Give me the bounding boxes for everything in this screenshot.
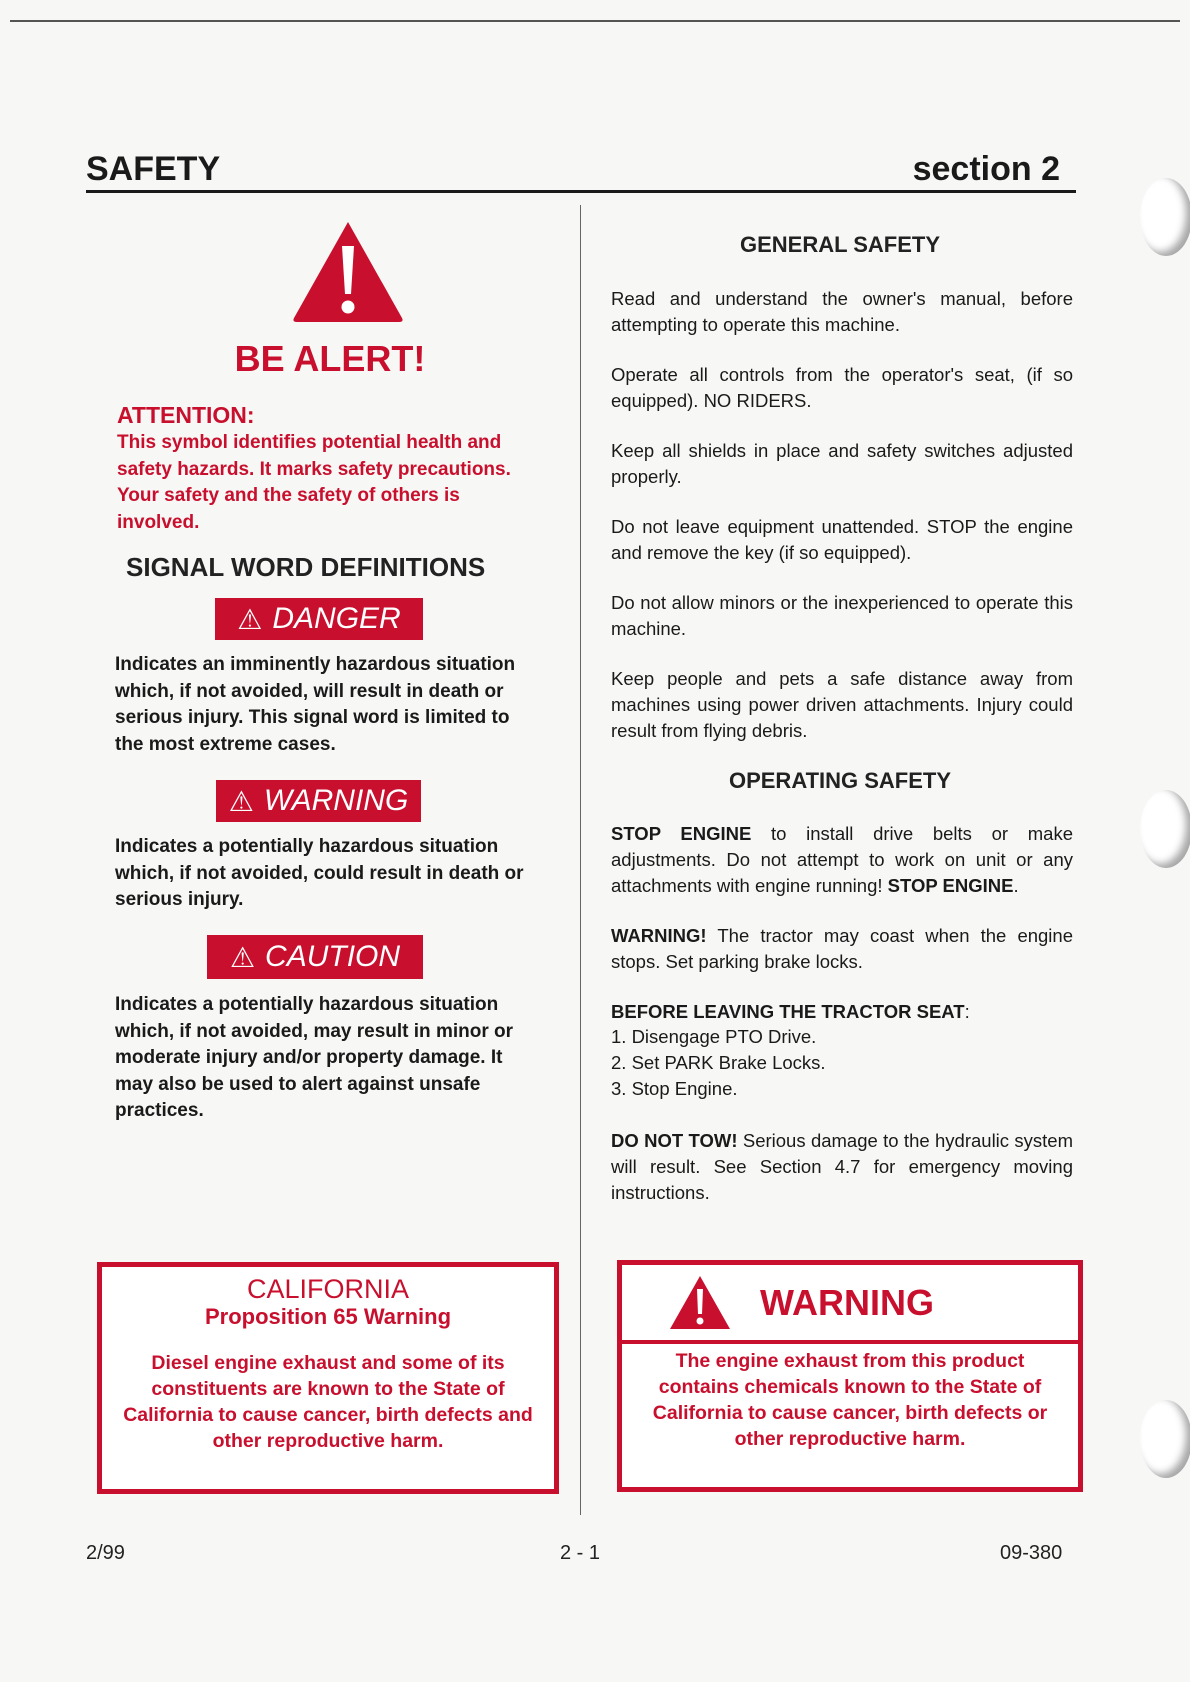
column-divider (580, 205, 581, 1515)
section-label: section 2 (912, 150, 1060, 188)
general-safety-item: Keep people and pets a safe distance away from machines using power driven attachments. Injury could result from flying debris. (611, 668, 1073, 741)
warning-definition: Indicates a potentially hazardous situation which, if not avoided, could result in death or serious injury. (115, 836, 524, 910)
warning-triangle-icon (668, 1274, 732, 1332)
signal-word-title: SIGNAL WORD DEFINITIONS (126, 552, 486, 582)
caution-definition: Indicates a potentially hazardous situation which, if not avoided, may result in minor or moderate injury and/or property damage. It may also be used to alert against unsafe practices. (115, 994, 513, 1121)
operating-safety-item: STOP ENGINE to install drive belts or make adjustments. Do not attempt to work on unit or any attachments with engine running! STOP ENGINE. (611, 823, 1073, 896)
operating-safety-item: WARNING! The tractor may coast when the engine stops. Set parking brake locks. (611, 925, 1073, 972)
general-safety-item: Keep all shields in place and safety switches adjusted properly. (611, 440, 1073, 487)
page-number: 2 - 1 (560, 1542, 601, 1564)
footer-date: 2/99 (86, 1542, 125, 1564)
be-alert-heading: BE ALERT! (234, 338, 426, 379)
caution-badge: ⚠ CAUTION (207, 935, 423, 979)
operating-safety-heading: OPERATING SAFETY (728, 768, 952, 793)
attention-label: ATTENTION: (117, 402, 255, 428)
list-item: 1. Disengage PTO Drive. (611, 1026, 817, 1047)
danger-definition: Indicates an imminently hazardous situation which, if not avoided, will result in death or serious injury. This signal word is limited to the most extreme cases. (115, 654, 516, 755)
warning-box-divider (622, 1340, 1078, 1344)
list-item: 3. Stop Engine. (611, 1078, 738, 1099)
before-leaving-heading: BEFORE LEAVING THE TRACTOR SEAT: (611, 1001, 970, 1022)
general-safety-item: Do not leave equipment unattended. STOP the engine and remove the key (if so equipped). (611, 516, 1073, 563)
general-safety-item: Read and understand the owner's manual, before attempting to operate this machine. (611, 288, 1073, 335)
warning-box-title: WARNING (760, 1282, 934, 1323)
binder-hole (1140, 790, 1190, 868)
warning-triangle-icon: ⚠ (229, 941, 256, 973)
list-item: 2. Set PARK Brake Locks. (611, 1052, 826, 1073)
header-rule (86, 190, 1076, 193)
exhaust-warning-text: The engine exhaust from this product contains chemicals known to the State of California to cause cancer, birth defects or other reproductive harm. (652, 1350, 1048, 1450)
document-number: 09-380 (1000, 1542, 1063, 1564)
general-safety-item: Do not allow minors or the inexperienced to operate this machine. (611, 592, 1073, 639)
warning-triangle-icon: ⚠ (228, 785, 254, 817)
do-not-tow-item: DO NOT TOW! Serious damage to the hydraulic system will result. See Section 4.7 for emergency moving instructions. (611, 1130, 1073, 1203)
binder-hole (1140, 1400, 1190, 1478)
attention-text: This symbol identifies potential health and safety hazards. It marks safety precautions. Your safety and the safety of others is involved. (117, 432, 511, 533)
top-edge-line (10, 20, 1180, 22)
binder-hole (1140, 178, 1190, 256)
danger-badge: ⚠ DANGER (215, 598, 423, 640)
general-safety-heading: GENERAL SAFETY (739, 232, 941, 257)
warning-badge: ⚠ WARNING (216, 780, 421, 822)
california-title: CALIFORNIA (246, 1274, 410, 1304)
california-text: Diesel engine exhaust and some of its constituents are known to the State of California to cause cancer, birth defects and other reproductive harm. (123, 1352, 533, 1452)
warning-triangle-icon (290, 218, 406, 324)
warning-triangle-icon: ⚠ (237, 603, 263, 635)
california-subtitle: Proposition 65 Warning (204, 1304, 452, 1329)
general-safety-item: Operate all controls from the operator's seat, (if so equipped). NO RIDERS. (611, 364, 1073, 411)
page-title: SAFETY (86, 150, 221, 188)
